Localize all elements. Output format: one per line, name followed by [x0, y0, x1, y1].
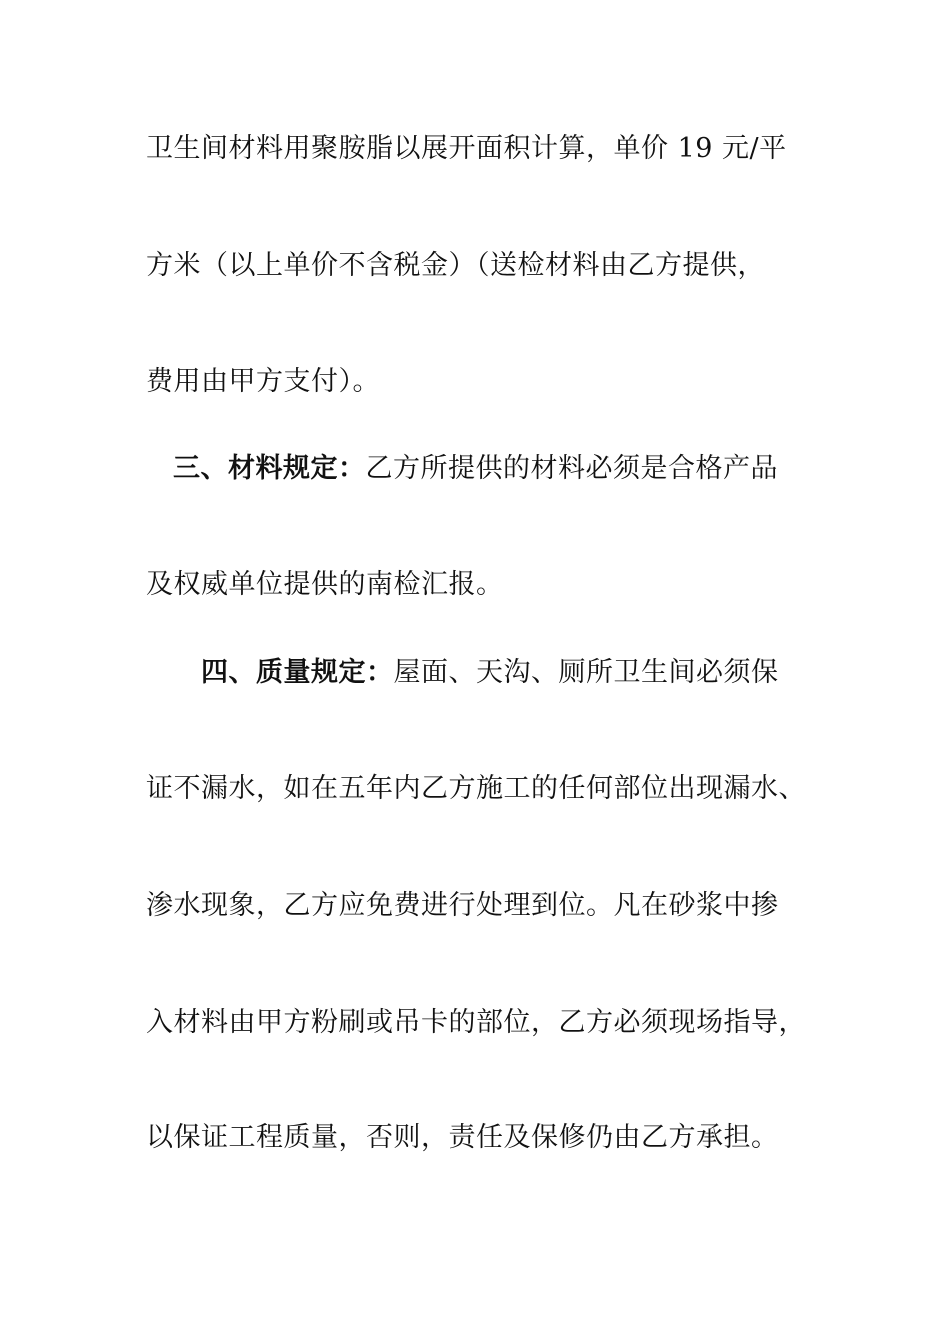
paragraph-line: 方米（以上单价不含税金）（送检材料由乙方提供， [146, 250, 765, 281]
section-3-line [173, 452, 873, 486]
section-3-text: 乙方所提供的材料必须是合格产品 [365, 453, 778, 484]
paragraph-line: 证不漏水，如在五年内乙方施工的任何部位出现漏水、 [146, 773, 806, 804]
section-4-line [201, 656, 901, 690]
paragraph-line: 及权威单位提供的南检汇报。 [146, 569, 504, 600]
section-4-heading: 四、质量规定： [201, 657, 394, 688]
paragraph-line: 入材料由甲方粉刷或吊卡的部位，乙方必须现场指导， [146, 1007, 806, 1038]
section-4-text: 屋面、天沟、厕所卫生间必须保 [393, 657, 779, 688]
section-3-heading: 三、材料规定： [173, 453, 366, 484]
paragraph-line: 费用由甲方支付）。 [146, 366, 380, 397]
paragraph-line: 以保证工程质量，否则，责任及保修仍由乙方承担。 [146, 1122, 779, 1153]
paragraph-line: 卫生间材料用聚胺脂以展开面积计算，单价 19 元/平 [146, 133, 787, 164]
paragraph-line: 渗水现象，乙方应免费进行处理到位。凡在砂浆中掺 [146, 890, 779, 921]
